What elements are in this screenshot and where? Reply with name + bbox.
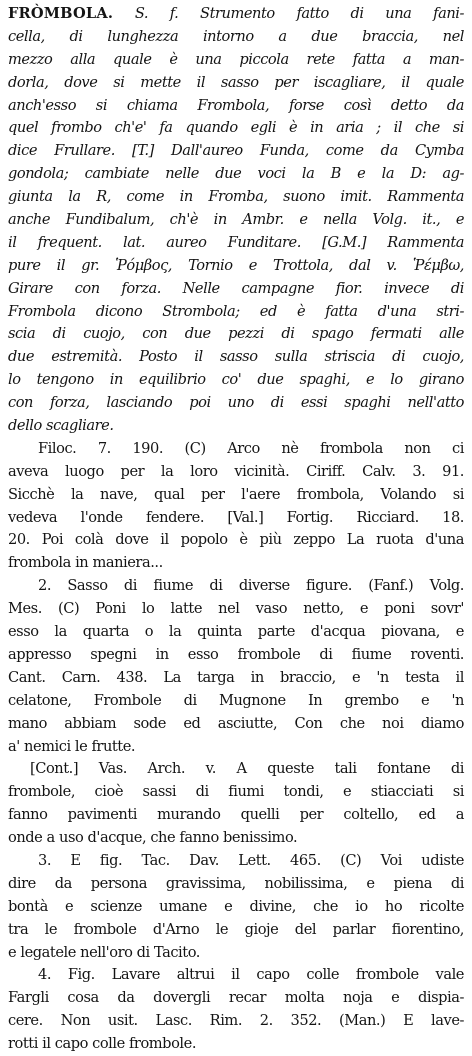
- sense-line: mano abbiam sode ed asciutte, Con che noi diamo: [8, 714, 464, 732]
- sense-line: dire da persona gravissima, nobilissima, e piena di: [8, 874, 464, 892]
- entry-line: mezzo alla quale è una piccola rete fatta a man-: [8, 50, 464, 68]
- sense-line: e legatele nell'oro di Tacito.: [8, 943, 200, 961]
- headword: FRÒMBOLA.: [8, 5, 114, 22]
- entry-line: Frombola dicono Strombola; ed è fatta d'una stri-: [8, 302, 464, 320]
- sense-line: Fargli cosa da dovergli recar molta noja e dispia-: [8, 989, 464, 1007]
- cont-line: frombole, cioè sassi di fiumi tondi, e stiacciati si: [8, 783, 464, 801]
- entry-line: lo tengono in equilibrio co' due spaghi, e lo girano: [8, 371, 464, 389]
- entry-line: dice Frullare. [T.] Dall'aureo Funda, come da Cymba: [8, 142, 464, 160]
- entry-line: pure il gr. Ῥόμβος, Tornio e Trottola, dal v. Ῥέμβω,: [8, 256, 464, 274]
- entry-text: Strumento fatto di una fani-: [200, 5, 464, 22]
- cont-line: onde a uso d'acque, che fanno benissimo.: [8, 829, 298, 847]
- entry-line: anch'esso si chiama Frombola, forse così detto da: [8, 96, 464, 114]
- entry-definition: [8, 3, 464, 438]
- entry-line: [8, 3, 464, 26]
- sense-line: tra le frombole d'Arno le gioje del parlar fiorentino,: [8, 920, 464, 938]
- sense-line: cere. Non usit. Lasc. Rim. 2. 352. (Man.) E lave-: [8, 1012, 464, 1030]
- entry-line: cella, di lunghezza intorno a due braccia, nel: [8, 27, 464, 45]
- entry-line: Girare con forza. Nelle campagne fior. invece di: [8, 279, 464, 297]
- sense-line: bontà e scienze umane e divine, che io ho ricolte: [8, 897, 464, 915]
- sense-line: Cant. Carn. 438. La targa in braccio, e 'n testa il: [8, 668, 464, 686]
- citation-line: aveva luogo per la loro vicinità. Ciriff. Calv. 3. 91.: [8, 462, 464, 480]
- entry-line: gondola; cambiate nelle due voci la B e la D: ag-: [8, 165, 464, 183]
- sense-line: esso la quarta o la quinta parte d'acqua piovana, e: [8, 623, 464, 641]
- entry-line: con forza, lasciando poi uno di essi spaghi nell'atto: [8, 394, 464, 412]
- sense-3: [8, 850, 464, 964]
- sense-line: a' nemici le frutte.: [8, 737, 136, 755]
- sense-line: 2. Sasso di fiume di diverse figure. (Fanf.) Volg.: [38, 577, 464, 595]
- grammar-label: S. f.: [134, 5, 179, 22]
- sense-line: rotti il capo colle frombole.: [8, 1035, 197, 1053]
- entry-line: il frequent. lat. aureo Funditare. [G.M.] Rammenta: [8, 233, 464, 251]
- citations-block: [8, 438, 464, 575]
- cont-line: [Cont.] Vas. Arch. v. A queste tali fontane di: [30, 760, 464, 778]
- sense-line: 3. E fig. Tac. Dav. Lett. 465. (C) Voi udiste: [38, 851, 464, 869]
- sense-2: [8, 575, 464, 758]
- entry-line: dorla, dove si mette il sasso per iscagliare, il quale: [8, 73, 464, 91]
- entry-line: dello scagliare.: [8, 417, 114, 435]
- entry-line: due estremità. Posto il sasso sulla striscia di cuojo,: [8, 348, 464, 366]
- entry-line: scia di cuojo, con due pezzi di spago fermati alle: [8, 325, 464, 343]
- citation-line: 20. Poi colà dove il popolo è più zeppo La ruota d'una: [8, 531, 464, 549]
- cont-line: fanno pavimenti murando quelli per coltello, ed a: [8, 806, 464, 824]
- sense-line: Mes. (C) Poni lo latte nel vaso netto, e poni sovr': [8, 600, 464, 618]
- citation-line: Filoc. 7. 190. (C) Arco nè frombola non ci: [38, 439, 464, 457]
- citation-line: frombola in maniera...: [8, 554, 163, 572]
- entry-line: giunta la R, come in Fromba, suono imit. Rammenta: [8, 188, 464, 206]
- sense-line: 4. Fig. Lavare altrui il capo colle frombole vale: [38, 966, 464, 984]
- continuation-block: [8, 758, 464, 850]
- entry-line: anche Fundibalum, ch'è in Ambr. e nella Volg. it., e: [8, 211, 464, 229]
- entry-line: quel frombo ch'e' fa quando egli è in aria ; il che si: [8, 119, 464, 137]
- citation-line: Sicchè la nave, qual per l'aere frombola, Volando si: [8, 485, 464, 503]
- sense-line: appresso spegni in esso frombole di fiume roventi.: [8, 645, 464, 663]
- citation-line: vedeva l'onde fendere. [Val.] Fortig. Ricciard. 18.: [8, 508, 464, 526]
- sense-4: [8, 964, 464, 1056]
- sense-line: celatone, Frombole di Mugnone In grembo e 'n: [8, 691, 464, 709]
